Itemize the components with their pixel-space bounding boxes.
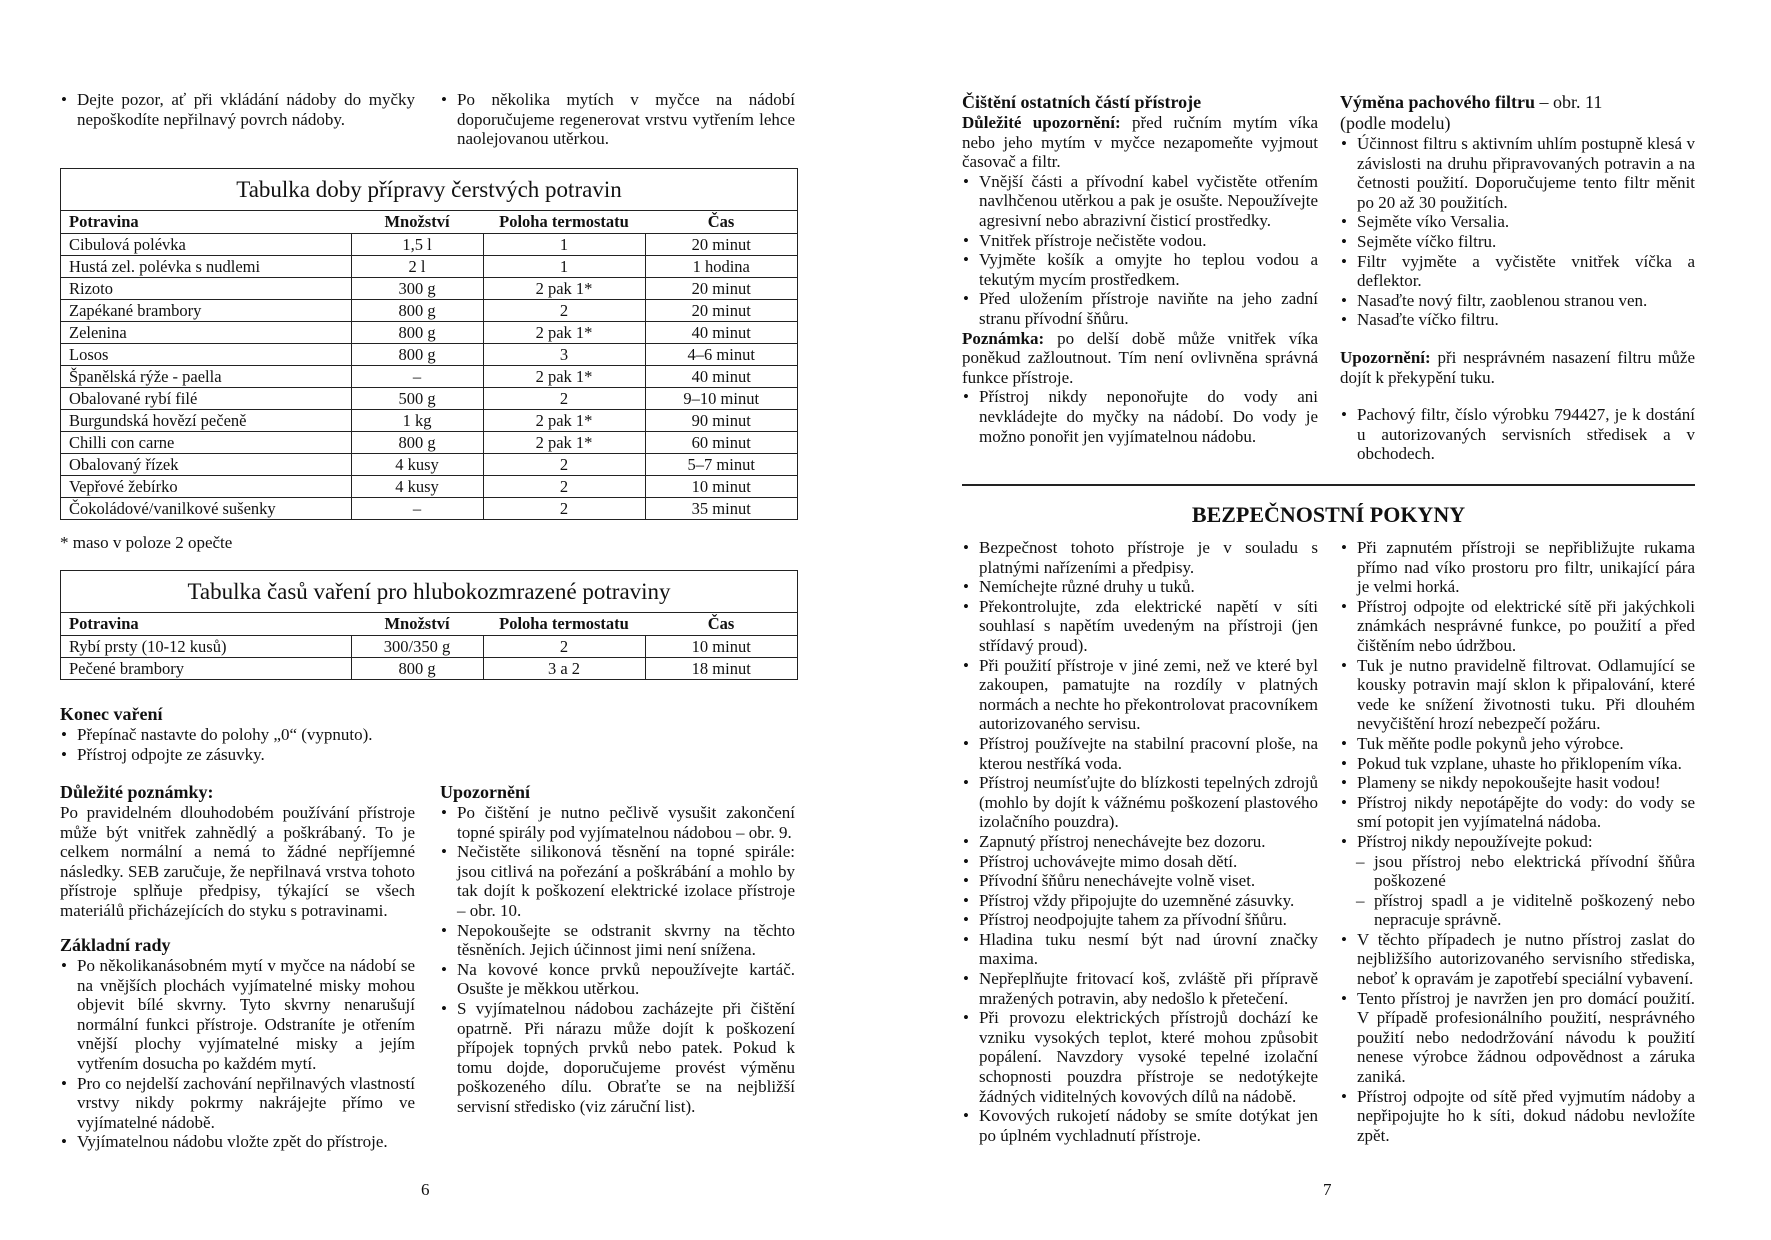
safety-list-col2 [1340,538,1695,852]
rady-heading: Základní rady [60,935,171,955]
cisteni-heading: Čištění ostatních částí přístroje [962,92,1202,112]
table-row [61,344,797,366]
frozen-table-body [61,636,797,680]
rady-section [60,935,415,1152]
list-item: • Přístroj nikdy nepotápějte do vody: do vody se smí potopit jen vyjímatelná nádoba. [1340,793,1695,832]
table-cell: 800 g [351,322,483,344]
table-cell: Losos [61,344,351,366]
cisteni-important [962,113,1318,172]
table-row [61,432,797,454]
table-row [61,476,797,498]
table-cell: Chilli con carne [61,432,351,454]
column-header: Čas [645,211,797,234]
list-item: • Nepokoušejte se odstranit skvrny na těchto těsněních. Jejich účinnost jimi není snížena. [440,921,795,960]
table-cell: Hustá zel. polévka s nudlemi [61,256,351,278]
table-cell: 35 minut [645,498,797,520]
list-item: • Pachový filtr, číslo výrobku 794427, je k dostání u autorizovaných servisních středisek a v obchodech. [1340,405,1695,464]
filtr-warning [1340,348,1695,387]
table-row [61,278,797,300]
table-cell: 9–10 minut [645,388,797,410]
filtr-list [1340,134,1695,330]
table-cell: 90 minut [645,410,797,432]
table-cell: 2 pak 1* [483,366,645,388]
table-cell: 2 pak 1* [483,278,645,300]
table-cell: 300/350 g [351,636,483,658]
table-cell: Cibulová polévka [61,234,351,256]
cisteni-important-label: Důležité upozornění: [962,113,1121,132]
list-item: • Zapnutý přístroj nenechávejte bez dozoru. [962,832,1318,852]
table-cell: Zapékané brambory [61,300,351,322]
cisteni-section [962,92,1318,446]
column-header: Poloha termostatu [483,613,645,636]
table-cell: Pečené brambory [69,658,184,678]
table-row [61,636,797,658]
table-cell: Burgundská hovězí pečeně [61,410,351,432]
table-cell: 1 [483,256,645,278]
list-item: • Vyjměte košík a omyjte ho teplou vodou a tekutým mycím prostředkem. [962,250,1318,289]
table-cell: 800 g [351,432,483,454]
list-item: • Přístroj používejte na stabilní pracovní ploše, na kterou nestříká voda. [962,734,1318,773]
list-item: • Překontrolujte, zda elektrické napětí v síti souhlasí s napětím uvedeným na přístroji (jen střídavý proud). [962,597,1318,656]
list-item: • Přepínač nastavte do polohy „0“ (vypnuto). [60,725,415,745]
top-left-list [60,90,415,129]
konec-section [60,704,415,764]
list-item: • Vnější části a přívodní kabel vyčistěte otřením navlhčenou utěrkou a pak je osušte. Nepoužívejte agresivní nebo abrazivní čisticí prostředky. [962,172,1318,231]
table-cell: 3 [483,344,645,366]
list-item: • Přístroj nikdy neponořujte do vody ani nevkládejte do myčky na nádobí. Do vody je možno ponořit jen vyjímatelnou nádobu. [962,387,1318,446]
list-item: • Na kovové konce prvků nepoužívejte kartáč. Osušte je měkkou utěrkou. [440,960,795,999]
table-cell: 2 l [351,256,483,278]
page-number-left: 6 [421,1180,430,1199]
konec-heading: Konec vaření [60,704,163,724]
filtr-section [1340,92,1695,464]
table-cell: 2 pak 1* [483,432,645,454]
list-item: • Účinnost filtru s aktivním uhlím postupně klesá v závislosti na druhu připravovaných potravin a na četnosti použití. Doporučujeme tento filtr měnit po 20 až 30 použitích. [1340,134,1695,212]
table-cell: 2 [483,498,645,520]
table-cell: 300 g [351,278,483,300]
list-item: • S vyjímatelnou nádobou zacházejte při čištění opatrně. Při nárazu může dojít k poškození přípojek topných prvků nebo patek. Pokud k tomu dojde, doporučujeme provést výměnu poškozeného dílu. Obraťte se na nejbližší servisní středisko (viz záruční list). [440,999,795,1117]
list-item: • Pro co nejdelší zachování nepřilnavých vlastností vrstvy nikdy pokrmy nakrájejte přímo ve vyjímatelné nádobě. [60,1074,415,1133]
list-item: • Bezpečnost tohoto přístroje je v souladu s platnými nařízeními a předpisy. [962,538,1318,577]
list-item: • Nemíchejte různé druhy u tuků. [962,577,1318,597]
table-cell: 2 [483,388,645,410]
table-cell: Obalované rybí filé [61,388,351,410]
table-cell: Rizoto [61,278,351,300]
table-cell: 20 minut [645,300,797,322]
table-cell: 800 g [351,344,483,366]
table-cell: Čokoládové/vanilkové sušenky [69,498,276,518]
table-cell: 10 minut [645,636,797,658]
list-item: • Dejte pozor, ať při vkládání nádoby do myčky nepoškodíte nepřilnavý povrch nádoby. [60,90,415,129]
list-item: – jsou přístroj nebo elektrická přívodní šňůra poškozené [1340,852,1695,891]
table-cell: – [351,498,483,520]
list-item: • Plameny se nikdy nepokoušejte hasit vodou! [1340,773,1695,793]
table-cell: 4–6 minut [645,344,797,366]
list-item: • Přístroj odpojte ze zásuvky. [60,745,415,765]
table-cell: Obalovaný řízek [61,454,351,476]
list-item: • Nasaďte víčko filtru. [1340,310,1695,330]
column-header: Potravina [61,613,351,636]
list-item: • V těchto případech je nutno přístroj zaslat do nejbližšího autorizovaného servisního střediska, neboť k opravám je zapotřebí speciální vybavení. [1340,930,1695,989]
list-item: • Vyjímatelnou nádobu vložte zpět do přístroje. [60,1132,415,1152]
top-right-list [440,90,795,149]
list-item: • Nepřeplňujte fritovací koš, zvláště při přípravě mražených potravin, aby nedošlo k přetečení. [962,969,1318,1008]
list-item: • Přívodní šňůru nenechávejte volně viset. [962,871,1318,891]
table-cell: Vepřové žebírko [61,476,351,498]
cisteni-list-2 [962,387,1318,446]
list-item: • Hladina tuku nesmí být nad úrovní značky maxima. [962,930,1318,969]
column-header: Množství [351,613,483,636]
table-cell: 4 kusy [351,454,483,476]
fresh-food-table [60,168,798,520]
filtr-warning-text: při nesprávném nasazení filtru může dojít k překypění tuku. [1340,347,1695,387]
list-item: • Sejměte víko Versalia. [1340,212,1695,232]
table-cell: 20 minut [645,234,797,256]
poznamky-heading: Důležité poznámky: [60,782,214,802]
cisteni-note-label: Poznámka: [962,328,1045,348]
table-row [61,454,797,476]
table-cell: 1 [483,234,645,256]
fresh-table-header [61,211,797,234]
safety-list-col2-after [1340,930,1695,1146]
table-cell: 1,5 l [351,234,483,256]
table-row [61,658,797,680]
table-cell: 500 g [351,388,483,410]
filtr-list-2 [1340,405,1695,464]
table-cell: 2 [483,476,645,498]
table-cell: 18 minut [645,658,797,680]
table-cell: Španělská rýže - paella [61,366,351,388]
poznamky-text: Po pravidelném dlouhodobém používání přístroje může být vnitřek zahnědlý a poškrábaný. To je celkem normální a nemá to žádné nepříjemné následky. SEB zaručuje, že nepřilnavá vrstva tohoto přístroje splňuje předpisy, týkající se všech materiálů přicházejících do styku s potravinami. [60,803,415,920]
table-cell: 1 hodina [645,256,797,278]
table-row [61,410,797,432]
cisteni-note [962,329,1318,388]
table-row [61,234,797,256]
safety-title: BEZPEČNOSTNÍ POKYNY [1191,502,1466,527]
table-cell: 2 [483,454,645,476]
frozen-table-header [61,613,797,636]
safety-col2 [1340,538,1695,1145]
filtr-heading-line [1340,92,1695,113]
cisteni-note-text: po delší době může vnitřek víka poněkud zažloutnout. Tím není ovlivněna správná funkce přístroje. [962,328,1318,387]
list-item: • Při zapnutém přístroji se nepřibližujte rukama přímo nad víko prostoru pro filtr, unikající pára je velmi horká. [1340,538,1695,597]
upozorneni-section [440,782,795,1117]
cisteni-important-text: před ručním mytím víka nebo jeho mytím v myčce nezapomeňte vyjmout časovač a filtr. [962,113,1318,172]
frozen-food-table [60,570,798,680]
section-divider [962,484,1695,486]
column-header: Množství [351,211,483,234]
table-cell: 40 minut [645,322,797,344]
table-row [61,388,797,410]
list-item: • Tuk je nutno pravidelně filtrovat. Odlamující se kousky potravin mají sklon k připalování, které vede ke snížení životnosti tuku. Při dlouhém nevyčištění hrozí nebezpečí požáru. [1340,656,1695,734]
table-cell: Zelenina [61,322,351,344]
list-item: • Před uložením přístroje naviňte na jeho zadní stranu přívodní šňůru. [962,289,1318,328]
list-item: • Vnitřek přístroje nečistěte vodou. [962,231,1318,251]
safety-sublist [1340,852,1695,930]
list-item: • Tuk měňte podle pokynů jeho výrobce. [1340,734,1695,754]
table-row [61,498,797,520]
list-item: • Nasaďte nový filtr, zaoblenou stranou ven. [1340,291,1695,311]
filtr-heading: Výměna pachového filtru [1340,92,1535,112]
table-row [61,366,797,388]
list-item: – přístroj spadl a je viditelně poškozený nebo nepracuje správně. [1340,891,1695,930]
table-cell: 2 pak 1* [483,410,645,432]
table-cell: 800 g [351,300,483,322]
table-cell: 2 pak 1* [483,322,645,344]
poznamky-section [60,782,415,921]
table-cell: 800 g [351,658,483,680]
table-cell: 2 [483,300,645,322]
list-item: • Přístroj nikdy nepoužívejte pokud: [1340,832,1695,852]
list-item: • Přístroj odpojte od sítě před vyjmutím nádoby a nepřipojujte ho k síti, dokud nádobu nevložíte zpět. [1340,1087,1695,1146]
table-cell: – [351,366,483,388]
table-row [61,322,797,344]
list-item: • Filtr vyjměte a vyčistěte vnitřek víčka a deflektor. [1340,252,1695,291]
list-item: • Po několika mytích v myčce na nádobí doporučujeme regenerovat vrstvu vytřením lehce naolejovanou utěrkou. [440,90,795,149]
table-cell: 5–7 minut [645,454,797,476]
list-item: • Pokud tuk vzplane, uhaste ho přiklopením víka. [1340,754,1695,774]
column-header: Čas [645,613,797,636]
table-cell: 3 a 2 [483,658,645,680]
fresh-table-title: Tabulka doby přípravy čerstvých potravin [61,169,797,211]
list-item: • Tento přístroj je navržen jen pro domácí použití. V případě profesionálního použití, nesprávného použití nebo nedodržování návodu k použití nenese výrobce žádnou odpovědnost a záruka zaniká. [1340,989,1695,1087]
list-item: • Po čištění je nutno pečlivě vysušit zakončení topné spirály pod vyjímatelnou nádobou – obr. 9. [440,803,795,842]
rady-list [60,956,415,1152]
table-cell: 4 kusy [351,476,483,498]
upozorneni-list [440,803,795,1117]
table-cell: 20 minut [645,278,797,300]
filtr-subheading: (podle modelu) [1340,113,1451,133]
table-cell: 2 [483,636,645,658]
upozorneni-heading: Upozornění [440,782,530,802]
table-cell: Rybí prsty (10-12 kusů) [61,636,351,658]
filtr-heading-suffix: – obr. 11 [1539,92,1603,112]
frozen-table-title: Tabulka časů vaření pro hlubokozmrazené potraviny [61,571,797,613]
list-item: • Sejměte víčko filtru. [1340,232,1695,252]
table-cell: 60 minut [645,432,797,454]
table-row [61,256,797,278]
list-item: • Přístroj neodpojujte tahem za přívodní šňůru. [962,910,1318,930]
list-item: • Při provozu elektrických přístrojů dochází ke vzniku vysokých teplot, které mohou způsobit popálení. Navzdory vysoké tepelné izolační schopnosti pouzdra přístroje se nedotýkejte žádných viditelných kovových dílů na nádobě. [962,1008,1318,1106]
list-item: • Přístroj neumísťujte do blízkosti tepelných zdrojů (mohlo by dojít k vážnému poškození plastového izolačního pouzdra). [962,773,1318,832]
list-item: • Přístroj vždy připojujte do uzemněné zásuvky. [962,891,1318,911]
list-item: • Přístroj uchovávejte mimo dosah dětí. [962,852,1318,872]
safety-list-col1 [962,538,1318,1145]
page-number-right: 7 [1323,1180,1332,1199]
table-cell: 10 minut [645,476,797,498]
list-item: • Po několikanásobném mytí v myčce na nádobí se na vnějších plochách vyjímatelné misky mohou objevit bílé skvrny. Tyto skvrny nenarušují normální funkci přístroje. Odstraníte je otřením vnější plochy vyjímatelné misky a jejím vytřením dosucha po každém mytí. [60,956,415,1074]
table-cell: 40 minut [645,366,797,388]
cisteni-list [962,172,1318,329]
list-item: • Při použití přístroje v jiné zemi, než ve které byl zakoupen, pamatujte na rozdíly v platných normách a nechte ho překontrolovat pracovníkem autorizovaného servisu. [962,656,1318,734]
fresh-table-body [61,234,797,520]
list-item: • Přístroj odpojte od elektrické sítě při jakýchkoli známkách nesprávné funkce, po použití a před čištěním nebo údržbou. [1340,597,1695,656]
konec-list [60,725,415,764]
list-item: • Nečistěte silikonová těsnění na topné spirále: jsou citlivá na pořezání a poškrábání a mohlo by tak dojít k poškození elektrické izolace přístroje – obr. 10. [440,842,795,920]
column-header: Potravina [61,211,351,234]
filtr-warning-label: Upozornění: [1340,347,1431,367]
table-cell: 1 kg [351,410,483,432]
table-row [61,300,797,322]
list-item: • Kovových rukojetí nádoby se smíte dotýkat jen po úplném vychladnutí přístroje. [962,1106,1318,1145]
fresh-table-footnote: * maso v poloze 2 opečte [60,533,233,552]
column-header: Poloha termostatu [483,211,645,234]
